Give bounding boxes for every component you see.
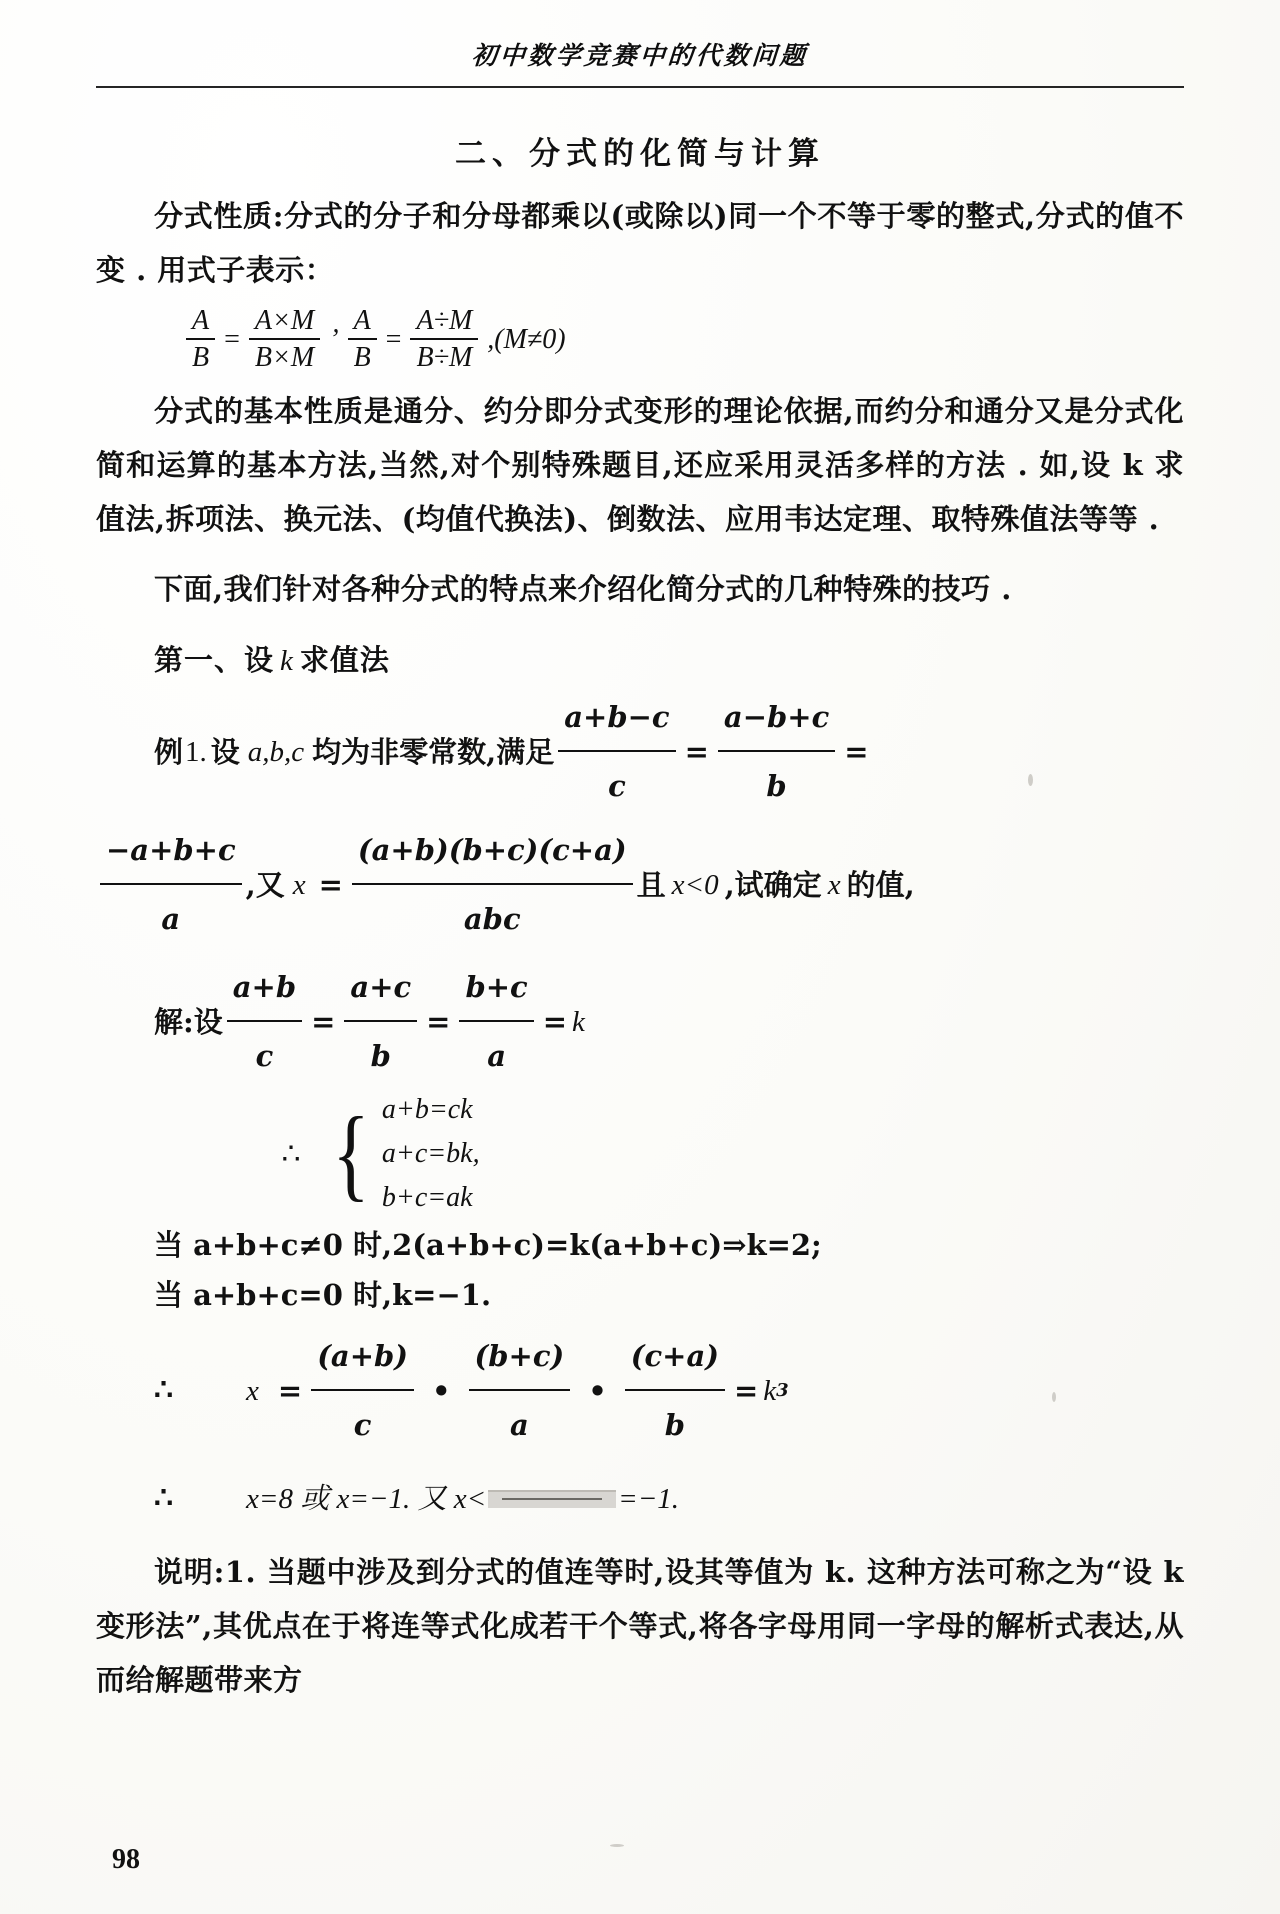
- note-text: :1. 当题中涉及到分式的值连等时,设其等值为 k. 这种方法可称之为“设 k 变形法”,其优点在于将连等式化成若干个等式,将各字母用同一字母的解析式表达,从而给解题带来方: [96, 1555, 1184, 1697]
- fraction-ambpc-over-b: [718, 685, 835, 818]
- result-x: x: [246, 1374, 259, 1407]
- denominator: B: [353, 342, 371, 373]
- denominator: b: [370, 1039, 391, 1073]
- example-stem-4: 且: [636, 867, 666, 902]
- equals-sign-1: =: [311, 1004, 336, 1039]
- system-equation-3: b+c=ak: [381, 1182, 473, 1213]
- equals-sign-2: =: [426, 1004, 451, 1039]
- system-equation-1: a+b=ck: [381, 1094, 473, 1125]
- fraction-apc-over-b: [344, 955, 417, 1088]
- heading-variable-k: k: [280, 645, 294, 677]
- result-k: k: [763, 1374, 777, 1407]
- paragraph-below-intro: 下面,我们针对各种分式的特点来介绍化简分式的几种特殊的技巧 .: [154, 572, 1012, 606]
- example-condition: x<0: [671, 868, 719, 901]
- paragraph-note: [96, 1545, 1184, 1707]
- heading-suffix: 求值法: [299, 643, 390, 677]
- therefore-symbol: ∴: [281, 1137, 301, 1171]
- formula-condition: ,(M≠0): [487, 323, 566, 355]
- numerator: a+b−c: [564, 700, 670, 734]
- denominator: c: [608, 769, 626, 803]
- fraction-apb-over-c: [227, 955, 302, 1088]
- example-stem-6: 的值,: [846, 867, 915, 902]
- example-stem-3: ,又: [245, 867, 285, 902]
- equals-sign-trailing: =: [844, 734, 869, 769]
- example-x-variable: x: [292, 868, 306, 901]
- fraction-mapbpc-over-a: [100, 818, 242, 951]
- solution-label: 解: [154, 1004, 184, 1039]
- therefore-symbol-2: ∴: [154, 1372, 174, 1408]
- denominator: a: [487, 1039, 506, 1073]
- multiplication-dot-2: •: [588, 1373, 607, 1408]
- fraction-product-over-abc: [352, 818, 633, 951]
- header-rule: [96, 86, 1184, 88]
- result-exponent: 3: [776, 1379, 789, 1401]
- example-label: 例: [154, 734, 184, 769]
- paragraph-property-intro: 分式性质:分式的分子和分母都乘以(或除以)同一个不等于零的整式,分式的值不变 . 用式子表示：: [96, 199, 1184, 287]
- equation-system: [96, 1094, 1184, 1214]
- heading-method-one: [96, 638, 1184, 679]
- equals-sign-final: =: [733, 1373, 759, 1408]
- system-equation-2: a+c=bk,: [381, 1138, 480, 1169]
- fraction-apbmc-over-c: [558, 685, 675, 818]
- equals-sign-1: =: [224, 323, 240, 355]
- example-variables: a,b,c: [247, 735, 305, 768]
- fraction-bpc-over-a-result: [469, 1324, 571, 1457]
- scan-speck: [1052, 1392, 1056, 1402]
- redaction-mark: [488, 1490, 616, 1508]
- equals-sign: =: [277, 1373, 303, 1408]
- example-stem-1: 设: [210, 734, 240, 769]
- fraction-a-over-b-1: [186, 305, 215, 374]
- system-rows: [382, 1094, 480, 1214]
- solution-case-1: 当 a+b+c≠0 时,2(a+b+c)=k(a+b+c)⇒k=2;: [154, 1228, 822, 1262]
- variable-k: k: [572, 1005, 585, 1038]
- fraction-bpc-over-a: [459, 955, 533, 1088]
- equals-sign-2: =: [385, 323, 402, 355]
- example-number: 1.: [185, 735, 207, 768]
- separator-comma-1: ’: [329, 323, 339, 355]
- solution-colon-set: :设: [183, 1004, 223, 1039]
- fraction-a-over-b-2: [348, 305, 377, 374]
- fraction-am-over-bm: [249, 305, 320, 374]
- fraction-cpa-over-b-result: [625, 1324, 725, 1457]
- note-label: 说明: [154, 1555, 214, 1589]
- section-title: 二、分式的化简与计算: [455, 136, 825, 172]
- final-answer-text: x=8 或 x=−1. 又 x<: [246, 1483, 487, 1515]
- numerator: A: [353, 305, 371, 336]
- numerator: (c+a): [630, 1339, 719, 1373]
- scan-speck: [1028, 774, 1033, 786]
- solution-setup-line: [96, 955, 1184, 1088]
- numerator: A: [192, 305, 210, 336]
- numerator: A×M: [254, 305, 315, 336]
- numerator: −a+b+c: [106, 833, 236, 867]
- page-number: 98: [112, 1844, 140, 1875]
- formula-fraction-property: [96, 305, 1184, 374]
- example-x-variable-2: x: [827, 868, 841, 901]
- equals-sign-3: =: [542, 1004, 568, 1039]
- equals-sign: =: [318, 867, 343, 902]
- paragraph-basic-property: 分式的基本性质是通分、约分即分式变形的理论依据,而约分和通分又是分式化简和运算的基本方法,当然,对个别特殊题目,还应采用灵活多样的方法 . 如,设 k 求值法,拆项法、换元法、(均值代换法)、倒数法、应用韦达定理、取特殊值法等等 .: [96, 394, 1184, 536]
- denominator: abc: [463, 902, 521, 936]
- denominator: B÷M: [416, 342, 473, 373]
- fraction-apb-over-c-result: [311, 1324, 414, 1457]
- therefore-symbol-3: ∴: [154, 1481, 174, 1516]
- numerator: (a+b)(b+c)(c+a): [357, 833, 627, 867]
- denominator: a: [161, 902, 181, 936]
- denominator: B: [192, 342, 210, 373]
- denominator: c: [255, 1039, 274, 1073]
- denominator: b: [664, 1408, 686, 1442]
- fraction-adm-over-bdm: [410, 305, 478, 374]
- numerator: (b+c): [474, 1339, 565, 1373]
- solution-result-line: [96, 1324, 1184, 1457]
- running-head: 初中数学竞赛中的代数问题: [470, 41, 809, 70]
- solution-case-2: 当 a+b+c=0 时,k=−1.: [154, 1278, 492, 1312]
- example-stem-5: ,试确定: [724, 867, 822, 902]
- denominator: a: [509, 1408, 529, 1442]
- numerator: (a+b): [317, 1339, 408, 1373]
- multiplication-dot-1: •: [432, 1373, 451, 1408]
- final-answer-tail: =−1.: [618, 1483, 680, 1515]
- numerator: A÷M: [416, 305, 473, 336]
- numerator: b+c: [465, 970, 528, 1004]
- example-statement-line-2: [96, 818, 1184, 951]
- denominator: c: [353, 1408, 372, 1442]
- equals-sign: =: [684, 734, 709, 769]
- scan-speck: [610, 1844, 624, 1847]
- left-brace: {: [332, 1096, 370, 1211]
- numerator: a+b: [232, 970, 297, 1004]
- page-content: [96, 0, 1184, 1914]
- denominator: B×M: [254, 342, 315, 373]
- solution-final-line: [96, 1467, 1184, 1531]
- heading-prefix: 第一、设: [154, 643, 275, 677]
- numerator: a+c: [350, 970, 412, 1004]
- denominator: b: [766, 769, 787, 803]
- numerator: a−b+c: [723, 700, 830, 734]
- example-statement-line-1: [96, 685, 1184, 818]
- example-stem-2: 均为非零常数,满足: [312, 734, 555, 769]
